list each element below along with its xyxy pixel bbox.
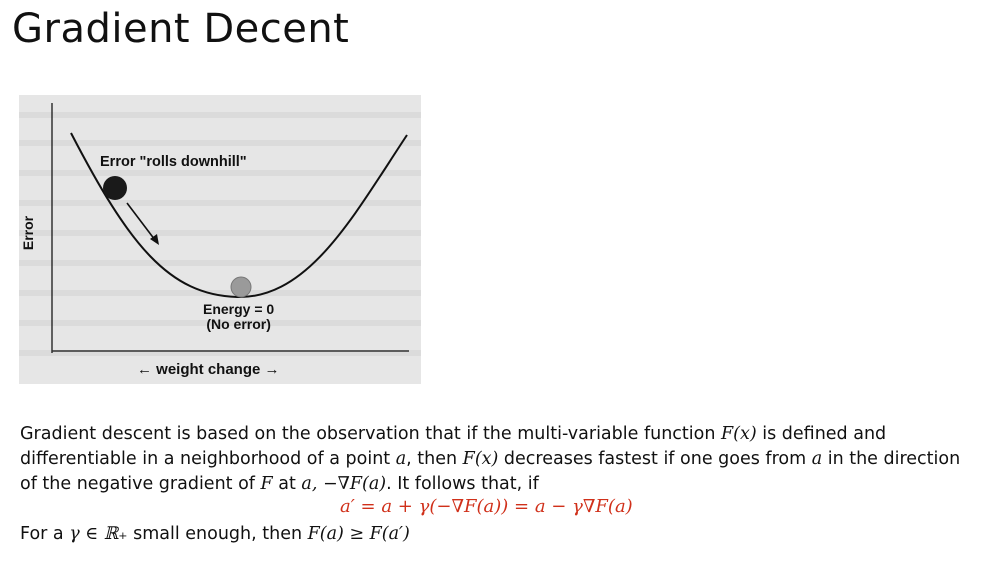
error-curve-figure <box>19 95 421 384</box>
math-a: a <box>811 449 823 469</box>
conclusion-line <box>20 524 410 544</box>
slide-title: Gradient Decent <box>12 6 350 52</box>
energy-line1: Energy = 0 <box>203 301 275 317</box>
energy-label <box>203 302 274 332</box>
paragraph-text: at <box>272 474 302 494</box>
body-paragraph <box>20 422 980 497</box>
math-gamma: γ ∈ ℝ₊ <box>69 524 128 544</box>
paragraph-text: in the direction of the negative gradient of <box>20 449 961 494</box>
rolling-ball <box>103 176 127 200</box>
x-axis-label: ← weight change → <box>137 361 280 378</box>
math-a: a <box>395 449 407 469</box>
conclusion-text: small enough, then <box>127 524 308 544</box>
math-fx: F(x) <box>721 424 757 444</box>
math-neg-gradient: a, −∇F(a) <box>301 474 387 494</box>
conclusion-text: For a <box>20 524 70 544</box>
gradient-update-equation: a′ = a + γ(−∇F(a)) = a − γ∇F(a) <box>340 496 633 517</box>
figure-graphic <box>19 95 421 384</box>
math-fx: F(x) <box>462 449 499 469</box>
math-inequality: F(a) ≥ F(a′) <box>307 524 410 544</box>
math-f: F <box>260 474 273 494</box>
energy-line2: (No error) <box>206 316 271 332</box>
y-axis-label: Error <box>20 215 37 251</box>
paragraph-text: decreases fastest if one goes from <box>498 449 812 469</box>
rolls-downhill-label: Error "rolls downhill" <box>100 154 247 170</box>
resting-ball <box>231 277 251 297</box>
paragraph-text: is defined and differentiable in a neighborhood of a point <box>20 424 887 469</box>
paragraph-text: . It follows that, if <box>386 474 539 494</box>
paragraph-text: Gradient descent is based on the observation that if the multi-variable function <box>20 424 722 444</box>
paragraph-text: , then <box>406 449 463 469</box>
